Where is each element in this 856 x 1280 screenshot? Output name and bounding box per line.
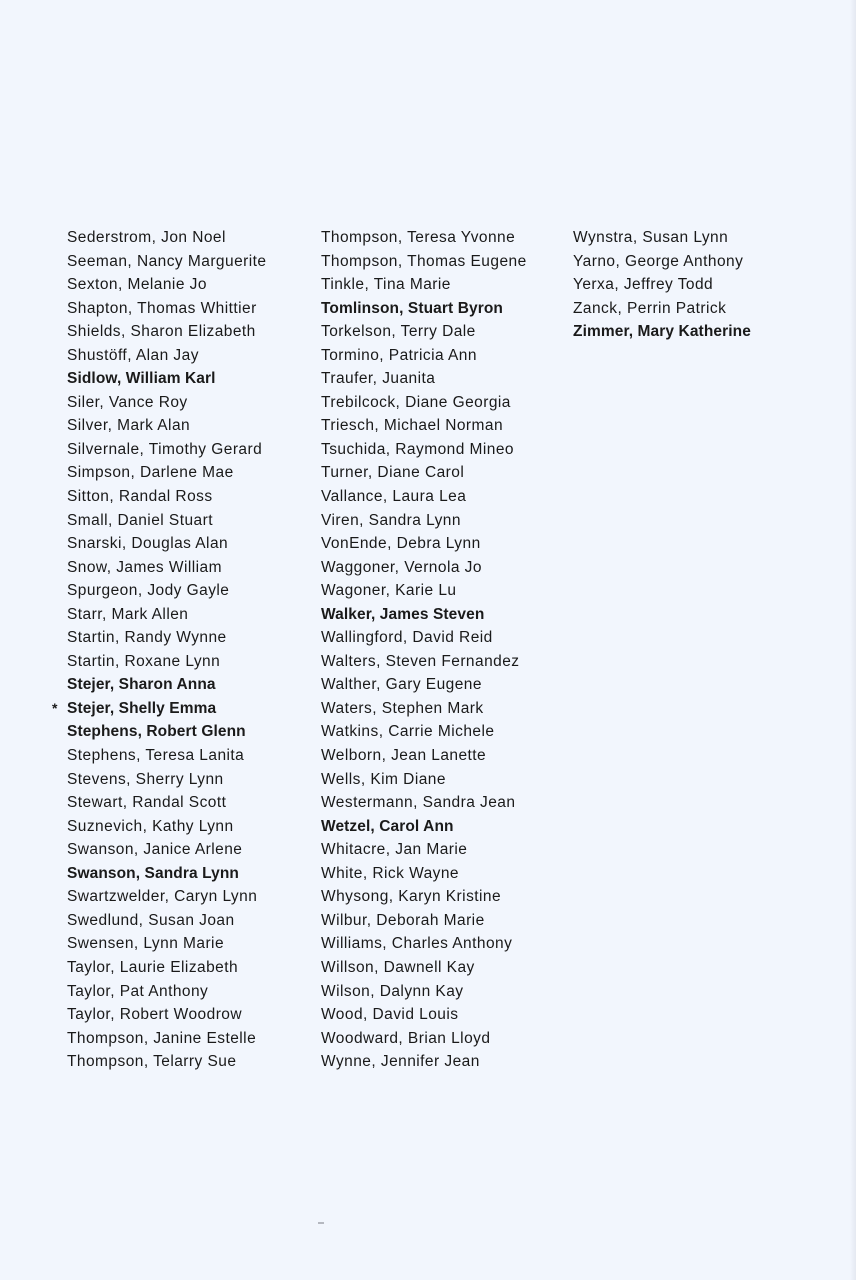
honor-name-entry (321, 815, 561, 839)
name-text: Spurgeon, Jody Gayle (67, 582, 230, 600)
name-text: Yarno, George Anthony (573, 252, 744, 270)
name-entry (67, 1003, 307, 1027)
name-text: Silvernale, Timothy Gerard (67, 440, 263, 458)
name-text: Swedlund, Susan Joan (67, 911, 235, 929)
name-text: Viren, Sandra Lynn (321, 511, 461, 529)
name-entry (321, 720, 561, 744)
name-entry (67, 320, 307, 344)
honor-name-entry (321, 297, 561, 321)
name-entry (67, 556, 307, 580)
name-entry (67, 768, 307, 792)
name-text: VonEnde, Debra Lynn (321, 535, 481, 553)
name-entry (321, 885, 561, 909)
name-text: Stejer, Shelly Emma (67, 699, 217, 717)
name-entry (67, 791, 307, 815)
name-entry (321, 744, 561, 768)
name-text: Swanson, Sandra Lynn (67, 864, 239, 882)
name-entry (321, 862, 561, 886)
name-entry (321, 1027, 561, 1051)
name-column-2 (321, 226, 561, 1074)
name-text: Seeman, Nancy Marguerite (67, 252, 267, 270)
name-entry (67, 297, 307, 321)
name-text: Siler, Vance Roy (67, 393, 188, 411)
name-entry (321, 768, 561, 792)
name-text: Shields, Sharon Elizabeth (67, 323, 256, 341)
name-entry (573, 297, 813, 321)
name-text: Startin, Roxane Lynn (67, 652, 221, 670)
name-text: White, Rick Wayne (321, 864, 459, 882)
name-text: Tsuchida, Raymond Mineo (321, 440, 514, 458)
name-entry (321, 650, 561, 674)
name-entry (321, 932, 561, 956)
name-text: Walters, Steven Fernandez (321, 652, 520, 670)
name-entry (67, 438, 307, 462)
name-text: Wynne, Jennifer Jean (321, 1053, 480, 1071)
name-text: Walther, Gary Eugene (321, 676, 482, 694)
name-entry (321, 532, 561, 556)
name-text: Wagoner, Karie Lu (321, 582, 457, 600)
name-text: Wynstra, Susan Lynn (573, 229, 729, 246)
name-text: Traufer, Juanita (321, 370, 436, 388)
name-text: Vallance, Laura Lea (321, 488, 467, 506)
name-text: Watkins, Carrie Michele (321, 723, 495, 741)
name-entry (321, 367, 561, 391)
asterisk-marker: * (52, 699, 58, 716)
name-entry (67, 1027, 307, 1051)
honor-name-entry (573, 320, 813, 344)
name-entry (67, 909, 307, 933)
name-text: Wells, Kim Diane (321, 770, 446, 788)
name-text: Stejer, Sharon Anna (67, 676, 216, 694)
page-mark (318, 1222, 324, 1224)
name-entry (67, 980, 307, 1004)
name-text: Swensen, Lynn Marie (67, 935, 225, 953)
name-text: Tormino, Patricia Ann (321, 346, 477, 364)
name-entry (67, 744, 307, 768)
name-entry (67, 838, 307, 862)
name-text: Stevens, Sherry Lynn (67, 770, 224, 788)
name-text: Wetzel, Carol Ann (321, 817, 454, 835)
name-entry (321, 344, 561, 368)
name-text: Williams, Charles Anthony (321, 935, 513, 953)
name-text: Yerxa, Jeffrey Todd (573, 276, 714, 294)
name-text: Wilson, Dalynn Kay (321, 982, 464, 1000)
name-text: Torkelson, Terry Dale (321, 323, 476, 341)
name-entry (321, 673, 561, 697)
name-text: Taylor, Laurie Elizabeth (67, 958, 239, 976)
name-text: Suznevich, Kathy Lynn (67, 817, 234, 835)
name-text: Triesch, Michael Norman (321, 417, 504, 435)
name-text: Swanson, Janice Arlene (67, 841, 243, 859)
name-entry (67, 391, 307, 415)
honor-name-entry (321, 603, 561, 627)
name-text: Zanck, Perrin Patrick (573, 299, 727, 317)
name-text: Starr, Mark Allen (67, 605, 189, 623)
name-text: Tinkle, Tina Marie (321, 276, 451, 294)
name-entry (67, 579, 307, 603)
name-entry (67, 603, 307, 627)
name-entry (321, 697, 561, 721)
name-entry (321, 485, 561, 509)
name-text: Swartzwelder, Caryn Lynn (67, 888, 258, 906)
name-entry (321, 414, 561, 438)
name-column-3 (573, 226, 813, 344)
name-text: Zimmer, Mary Katherine (573, 323, 751, 341)
name-text: Willson, Dawnell Kay (321, 958, 475, 976)
name-text: Small, Daniel Stuart (67, 511, 213, 529)
name-text: Whysong, Karyn Kristine (321, 888, 502, 906)
name-entry (573, 226, 813, 250)
name-entry (67, 932, 307, 956)
name-text: Thompson, Telarry Sue (67, 1053, 237, 1071)
name-entry (321, 320, 561, 344)
name-entry (321, 226, 561, 250)
name-entry (321, 791, 561, 815)
name-text: Wallingford, David Reid (321, 629, 493, 647)
name-text: Sederstrom, Jon Noel (67, 229, 226, 246)
name-entry (67, 650, 307, 674)
name-text: Snarski, Douglas Alan (67, 535, 229, 553)
name-text: Waggoner, Vernola Jo (321, 558, 482, 576)
name-text: Waters, Stephen Mark (321, 699, 484, 717)
name-entry (67, 532, 307, 556)
name-entry (67, 250, 307, 274)
name-entry (321, 626, 561, 650)
name-text: Whitacre, Jan Marie (321, 841, 468, 859)
name-entry (67, 461, 307, 485)
name-entry (67, 626, 307, 650)
name-text: Turner, Diane Carol (321, 464, 465, 482)
honor-name-entry (67, 720, 307, 744)
name-entry (321, 1003, 561, 1027)
name-entry (573, 250, 813, 274)
name-entry (67, 956, 307, 980)
name-text: Thompson, Teresa Yvonne (321, 229, 516, 246)
name-entry (321, 838, 561, 862)
name-entry (67, 414, 307, 438)
name-entry (321, 250, 561, 274)
name-text: Sexton, Melanie Jo (67, 276, 207, 294)
name-text: Thompson, Janine Estelle (67, 1029, 257, 1047)
name-entry (321, 461, 561, 485)
honor-name-entry (67, 862, 307, 886)
honor-name-entry (67, 367, 307, 391)
name-text: Stewart, Randal Scott (67, 794, 227, 812)
name-entry (67, 1050, 307, 1074)
name-text: Woodward, Brian Lloyd (321, 1029, 491, 1047)
name-text: Snow, James William (67, 558, 222, 576)
name-entry (321, 956, 561, 980)
honor-name-entry (52, 697, 307, 721)
name-text: Startin, Randy Wynne (67, 629, 227, 647)
name-entry (321, 273, 561, 297)
name-text: Shustöff, Alan Jay (67, 346, 199, 364)
name-text: Walker, James Steven (321, 605, 485, 623)
name-text: Silver, Mark Alan (67, 417, 191, 435)
name-text: Trebilcock, Diane Georgia (321, 393, 511, 411)
name-entry (573, 273, 813, 297)
name-entry (321, 438, 561, 462)
name-text: Taylor, Robert Woodrow (67, 1006, 243, 1024)
name-text: Wilbur, Deborah Marie (321, 911, 485, 929)
name-text: Stephens, Teresa Lanita (67, 747, 245, 765)
name-text: Welborn, Jean Lanette (321, 747, 487, 765)
name-entry (67, 815, 307, 839)
name-entry (321, 556, 561, 580)
name-text: Tomlinson, Stuart Byron (321, 299, 503, 317)
name-text: Stephens, Robert Glenn (67, 723, 246, 741)
honor-name-entry (67, 673, 307, 697)
name-text: Simpson, Darlene Mae (67, 464, 234, 482)
name-entry (67, 509, 307, 533)
name-entry (67, 226, 307, 250)
name-text: Sitton, Randal Ross (67, 488, 213, 506)
name-entry (67, 273, 307, 297)
name-entry (321, 909, 561, 933)
name-text: Shapton, Thomas Whittier (67, 299, 257, 317)
name-text: Westermann, Sandra Jean (321, 794, 516, 812)
name-entry (321, 509, 561, 533)
page-edge-shadow (850, 0, 856, 1280)
name-entry (321, 579, 561, 603)
name-text: Taylor, Pat Anthony (67, 982, 209, 1000)
name-text: Sidlow, William Karl (67, 370, 216, 388)
name-entry (67, 344, 307, 368)
name-entry (67, 485, 307, 509)
name-entry (67, 885, 307, 909)
name-text: Wood, David Louis (321, 1006, 459, 1024)
name-column-1 (52, 226, 307, 1074)
name-entry (321, 980, 561, 1004)
name-text: Thompson, Thomas Eugene (321, 252, 527, 270)
name-entry (321, 1050, 561, 1074)
name-entry (321, 391, 561, 415)
